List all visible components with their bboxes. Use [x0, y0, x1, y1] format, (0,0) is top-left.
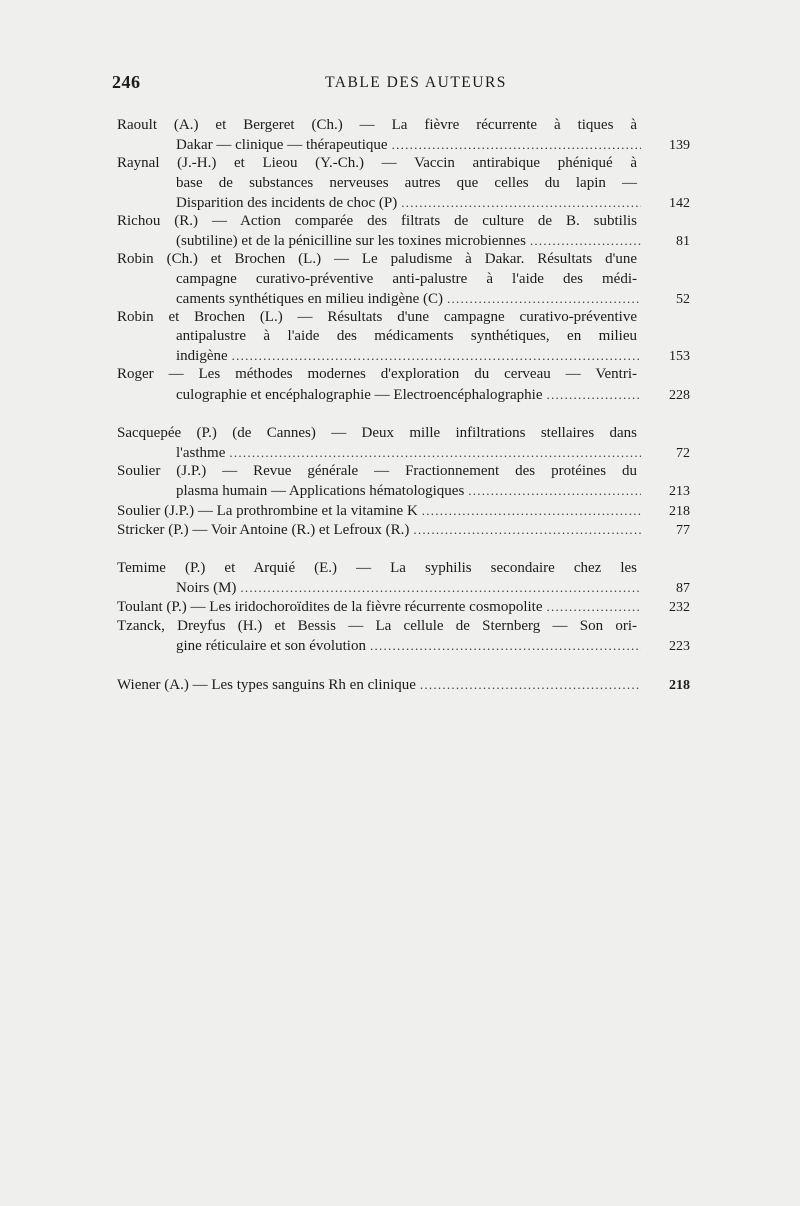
entry-last-line — [117, 481, 690, 500]
leader-dots — [530, 231, 641, 250]
entry-text: (subtiline) et de la pénicilline sur les toxines microbiennes — [176, 233, 526, 250]
entry-text: caments synthétiques en milieu indigène (C) — [176, 290, 444, 307]
page-number: 246 — [112, 72, 141, 92]
entry-text: culographie et encéphalographie — Electroencéphalographie — [176, 386, 543, 403]
section-gap — [117, 539, 690, 559]
entry-line: Temime (P.) et Arquié (E.) — La syphilis secondaire chez les — [117, 559, 637, 576]
leader-dots — [370, 636, 641, 655]
entry-text: Dakar — clinique — thérapeutique — [176, 137, 388, 154]
running-title: TABLE DES AUTEURS — [325, 74, 507, 91]
entry-last-line — [117, 597, 690, 616]
entry-page: 142 — [669, 195, 690, 211]
entry-line: base de substances nerveuses autres que celles du lapin — — [176, 174, 637, 191]
entry-page: 218 — [669, 503, 690, 519]
leader-dots — [468, 481, 641, 500]
entry-last-line — [117, 346, 690, 365]
entry-page: 228 — [669, 387, 690, 403]
index-entry — [117, 675, 690, 694]
entry-text: Soulier (J.P.) — La prothrombine et la vitamine K — [117, 502, 418, 519]
leader-dots — [547, 385, 642, 404]
index-entry — [117, 365, 690, 403]
entry-line: Raynal (J.-H.) et Lieou (Y.-Ch.) — Vaccin antirabique phéniqué à — [117, 155, 637, 172]
entry-text: Wiener (A.) — Les types sanguins Rh en clinique — [117, 676, 416, 693]
index-entry — [117, 520, 690, 539]
leader-dots — [240, 578, 641, 597]
leader-dots — [392, 135, 641, 154]
leader-dots — [420, 675, 641, 694]
leader-dots — [229, 443, 641, 462]
entry-page: 213 — [669, 484, 690, 500]
index-entry — [117, 597, 690, 616]
index-entry — [117, 617, 690, 655]
entry-text: gine réticulaire et son évolution — [176, 637, 366, 654]
index-entry — [117, 116, 690, 154]
entry-page: 52 — [676, 291, 690, 307]
entry-last-line — [117, 193, 690, 212]
entry-last-line — [117, 675, 690, 694]
section-gap — [117, 404, 690, 424]
index-entry — [117, 462, 690, 500]
entry-page: 87 — [676, 581, 690, 597]
entry-last-line — [117, 636, 690, 655]
index-entry — [117, 424, 690, 462]
entry-page: 81 — [676, 234, 690, 250]
index-entry — [117, 212, 690, 250]
entry-text: Toulant (P.) — Les iridochoroïdites de la fièvre récurrente cosmopolite — [117, 599, 543, 616]
entry-text: Disparition des incidents de choc (P) — [176, 194, 398, 211]
leader-dots — [401, 193, 641, 212]
entry-page: 72 — [676, 446, 690, 461]
entry-line: Raoult (A.) et Bergeret (Ch.) — La fièvre récurrente à tiques à — [117, 117, 637, 133]
entry-last-line — [117, 289, 690, 308]
leader-dots — [546, 597, 641, 616]
entry-page: 223 — [669, 638, 690, 654]
section-gap — [117, 655, 690, 675]
entry-line: Tzanck, Dreyfus (H.) et Bessis — La cellule de Sternberg — Son ori- — [117, 617, 637, 634]
entry-text: indigène — [176, 348, 228, 365]
index-entry — [117, 154, 690, 212]
entry-last-line — [117, 135, 690, 154]
index-entry — [117, 308, 690, 366]
entry-line: antipalustre à l'aide des médicaments synthétiques, en milieu — [176, 328, 637, 345]
entry-last-line — [117, 501, 690, 520]
page-header — [112, 72, 640, 96]
leader-dots — [422, 501, 641, 520]
entry-line: Roger — Les méthodes modernes d'exploration du cerveau — Ventri- — [117, 366, 637, 383]
entry-page: 77 — [676, 522, 690, 538]
entry-last-line — [117, 578, 690, 597]
entry-page: 153 — [669, 349, 690, 365]
entry-line: Sacquepée (P.) (de Cannes) — Deux mille infiltrations stellaires dans — [117, 424, 637, 441]
entry-last-line — [117, 231, 690, 250]
entry-text: l'asthme — [176, 445, 226, 461]
leader-dots — [447, 289, 641, 308]
entry-last-line — [117, 520, 690, 539]
leader-dots — [413, 520, 641, 539]
entry-page: 232 — [669, 600, 690, 616]
index-entry — [117, 501, 690, 520]
entry-last-line — [117, 385, 690, 404]
entry-page: 218 — [669, 677, 690, 693]
entry-line: Robin (Ch.) et Brochen (L.) — Le paludisme à Dakar. Résultats d'une — [117, 251, 637, 268]
author-index — [117, 116, 690, 694]
entry-text: Noirs (M) — [176, 580, 237, 597]
entry-line: Richou (R.) — Action comparée des filtrats de culture de B. subtilis — [117, 212, 637, 229]
entry-last-line — [117, 443, 690, 462]
entry-line: campagne curativo-préventive anti-palustre à l'aide des médi- — [176, 270, 637, 287]
entry-text: Stricker (P.) — Voir Antoine (R.) et Lefroux (R.) — [117, 521, 410, 538]
leader-dots — [232, 346, 641, 365]
index-entry — [117, 250, 690, 308]
entry-text: plasma humain — Applications hématologiques — [176, 483, 465, 500]
entry-page: 139 — [669, 138, 690, 154]
index-entry — [117, 559, 690, 597]
entry-line: Robin et Brochen (L.) — Résultats d'une campagne curativo-préventive — [117, 308, 637, 325]
entry-line: Soulier (J.P.) — Revue générale — Fractionnement des protéines du — [117, 463, 637, 480]
